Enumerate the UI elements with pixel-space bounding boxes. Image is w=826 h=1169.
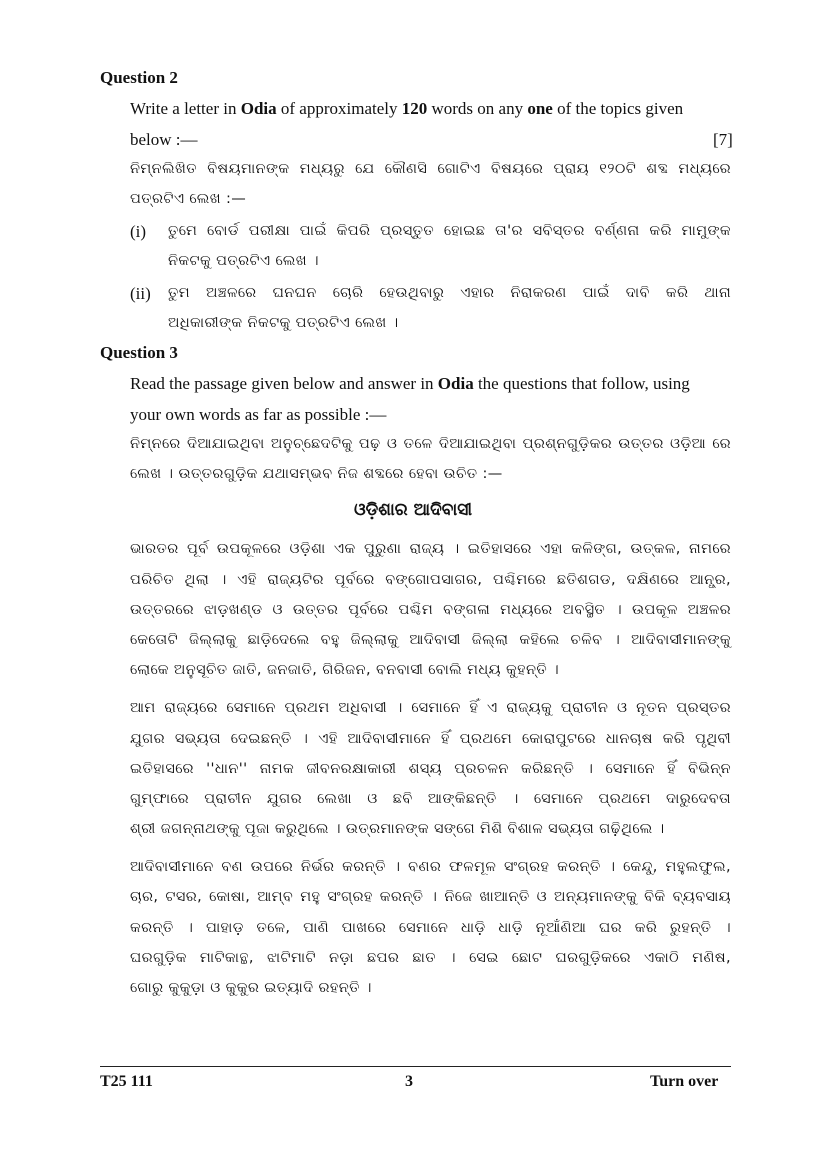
passage-line: ଘରଗୁଡ଼ିକ ମାଟିକାନ୍ଥ, ଝାଟିମାଟି ନଡ଼ା ଛପର ଛାତ । ସେଇ ଛୋଟ ଘରଗୁଡ଼ିକରେ ଏକାଠି ମଣିଷ,	[130, 950, 731, 966]
question-2-heading: Question 2	[100, 68, 178, 87]
passage-line: ଭାରତର ପୂର୍ବ ଉପକୂଳରେ ଓଡ଼ିଶା ଏକ ପୁରୁଣା ରାଜ୍ୟ । ଇତିହାସରେ ଏହା କଳିଙ୍ଗ, ଉତ୍କଳ, ନାମରେ	[130, 541, 732, 557]
passage-line: କରନ୍ତି । ପାହାଡ଼ ତଳେ, ପାଣି ପାଖରେ ସେମାନେ ଧାଡ଼ି ଧାଡ଼ି ନୂଆଁଣିଆ ଘର କରି ରୁହନ୍ତି ।	[130, 920, 731, 936]
passage-line: ଶ୍ରୀ ଜଗନ୍ନାଥଙ୍କୁ ପୂଜା କରୁଥିଲେ । ଉତ୍ରମାନଙ୍କ ସଙ୍ଗେ ମିଶି ବିଶାଳ ସଭ୍ୟତା ଗଢ଼ିଥିଲେ ।	[130, 821, 665, 837]
passage-line: ପରିଚିତ ଥିଲା । ଏହି ରାଜ୍ୟଟିର ପୂର୍ବରେ ବଙ୍ଗୋପସାଗର, ପଶ୍ଚିମରେ ଛତିଶଗଡ, ଦକ୍ଷିଣରେ ଆନ୍ଧ୍ର,	[130, 572, 731, 588]
footer-paper-code: T25 111	[100, 1073, 153, 1090]
q2-instruction-line-1: Write a letter in Odia of approximately 120 words on any one of the topics given	[130, 99, 684, 118]
q2-option-2-line-1: ତୁମ ଅଞ୍ଚଳରେ ଘନଘନ ଚୋରି ହେଉଥିବାରୁ ଏହାର ନିରାକରଣ ପାଇଁ ଦାବି କରି ଥାନା	[168, 285, 732, 301]
passage-line: ଲୋକେ ଅନୁସୂଚିତ ଜାତି, ଜନଜାତି, ଗିରିଜନ, ବନବାସୀ ବୋଲି ମଧ୍ୟ କୁହନ୍ତି ।	[130, 662, 560, 678]
passage-line: ଯୁଗର ସଭ୍ୟତା ଦେଇଛନ୍ତି । ଏହି ଆଦିବାସୀମାନେ ହିଁ ପ୍ରଥମେ କୋରାପୁଟରେ ଧାନଚାଷ କରି ପୃଥିବୀ	[130, 731, 732, 747]
passage-line: କେତୋଟି ଜିଲ୍ଲାକୁ ଛାଡ଼ିଦେଲେ ବହୁ ଜିଲ୍ଲାକୁ ଆଦିବାସୀ ଜିଲ୍ଲା କହିଲେ ଚଳିବ । ଆଦିବାସୀମାନଙ୍କୁ	[130, 632, 732, 648]
q2-option-1-line-1: ତୁମେ ବୋର୍ଡ ପରୀକ୍ଷା ପାଇଁ କିପରି ପ୍ରସ୍ତୁତ ହୋଇଛ ତା'ର ସବିସ୍ତର ବର୍ଣ୍ଣନା କରି ମାମୁଙ୍କ	[168, 223, 731, 239]
footer-rule	[100, 1066, 731, 1067]
q2-instruction-line-2: below :—	[130, 130, 198, 149]
q3-odia-instruction-line-2: ଲେଖ । ଉତ୍ତରଗୁଡ଼ିକ ଯଥାସମ୍ଭବ ନିଜ ଶବ୍ଦରେ ହେବା ଉଚିତ :—	[130, 466, 503, 482]
footer-page-number: 3	[405, 1073, 413, 1090]
q2-option-1-line-2: ନିକଟକୁ ପତ୍ରଟିଏ ଲେଖ ।	[168, 253, 319, 269]
q3-instruction-line-2: your own words as far as possible :—	[130, 405, 387, 424]
question-3-heading: Question 3	[100, 343, 178, 362]
passage-line: ଆମ ରାଜ୍ୟରେ ସେମାନେ ପ୍ରଥମ ଅଧିବାସୀ । ସେମାନେ ହିଁ ଏ ରାଜ୍ୟକୁ ପ୍ରାଚୀନ ଓ ନୂତନ ପ୍ରସ୍ତର	[130, 700, 732, 716]
passage-title: ଓଡ଼ିଶାର ଆଦିବାସୀ	[353, 500, 473, 520]
q2-option-2-number: (ii)	[130, 284, 151, 303]
passage-line: ଗୁମ୍ଫାରେ ପ୍ରାଚୀନ ଯୁଗର ଲେଖା ଓ ଛବି ଆଙ୍କିଛନ୍ତି । ସେମାନେ ପ୍ରଥମେ ଦାରୁଦେବତା	[130, 791, 731, 807]
passage-line: ଇତିହାସରେ ''ଧାନ'' ନାମକ ଜୀବନରକ୍ଷାକାରୀ ଶସ୍ୟ ପ୍ରଚଳନ କରିଛନ୍ତି । ସେମାନେ ହିଁ ବିଭିନ୍ନ	[130, 761, 732, 777]
q2-odia-instruction-line-1: ନିମ୍ନଲିଖିତ ବିଷୟମାନଙ୍କ ମଧ୍ୟରୁ ଯେ କୌଣସି ଗୋଟିଏ ବିଷୟରେ ପ୍ରାୟ ୧୨୦ଟି ଶବ୍ଦ ମଧ୍ୟରେ	[130, 161, 731, 177]
q2-odia-instruction-line-2: ପତ୍ରଟିଏ ଲେଖ :—	[130, 191, 247, 207]
q3-odia-instruction-line-1: ନିମ୍ନରେ ଦିଆଯାଇଥିବା ଅନୁଚ୍ଛେଦଟିକୁ ପଢ଼ ଓ ତଳେ ଦିଆଯାଇଥିବା ପ୍ରଶ୍ନଗୁଡ଼ିକର ଉତ୍ତର ଓଡ଼ିଆ ରେ	[130, 436, 732, 452]
passage-line: ଗୋରୁ କୁକୁଡ଼ା ଓ କୁକୁର ଇତ୍ୟାଦି ରହନ୍ତି ।	[130, 980, 372, 996]
passage-line: ଚାର, ଟସର, କୋଷା, ଆମ୍ବ ମହୁ ସଂଗ୍ରହ କରନ୍ତି । ନିଜେ ଖାଆନ୍ତି ଓ ଅନ୍ୟମାନଙ୍କୁ ବିକି ବ୍ୟବସାୟ	[130, 889, 732, 905]
passage-line: ଆଦିବାସୀମାନେ ବଣ ଉପରେ ନିର୍ଭର କରନ୍ତି । ବଣର ଫଳମୂଳ ସଂଗ୍ରହ କରନ୍ତି । କେନ୍ଦୁ, ମହୁଲଫୁଲ,	[130, 859, 732, 875]
footer-turn-over: Turn over	[650, 1073, 719, 1090]
q2-option-2-line-2: ଅଧିକାରୀଙ୍କ ନିକଟକୁ ପତ୍ରଟିଏ ଲେଖ ।	[168, 315, 399, 331]
q2-marks: [7]	[713, 130, 733, 149]
q2-option-1-number: (i)	[130, 222, 147, 241]
passage-line: ଉତ୍ତରରେ ଝାଡ଼ଖଣ୍ଡ ଓ ଉତ୍ତର ପୂର୍ବରେ ପଶ୍ଚିମ ବଙ୍ଗଳା ମଧ୍ୟରେ ଅବସ୍ଥିତ । ଉପକୂଳ ଅଞ୍ଚଳର	[130, 602, 732, 618]
q3-instruction-line-1: Read the passage given below and answer in Odia the questions that follow, using	[130, 374, 690, 393]
